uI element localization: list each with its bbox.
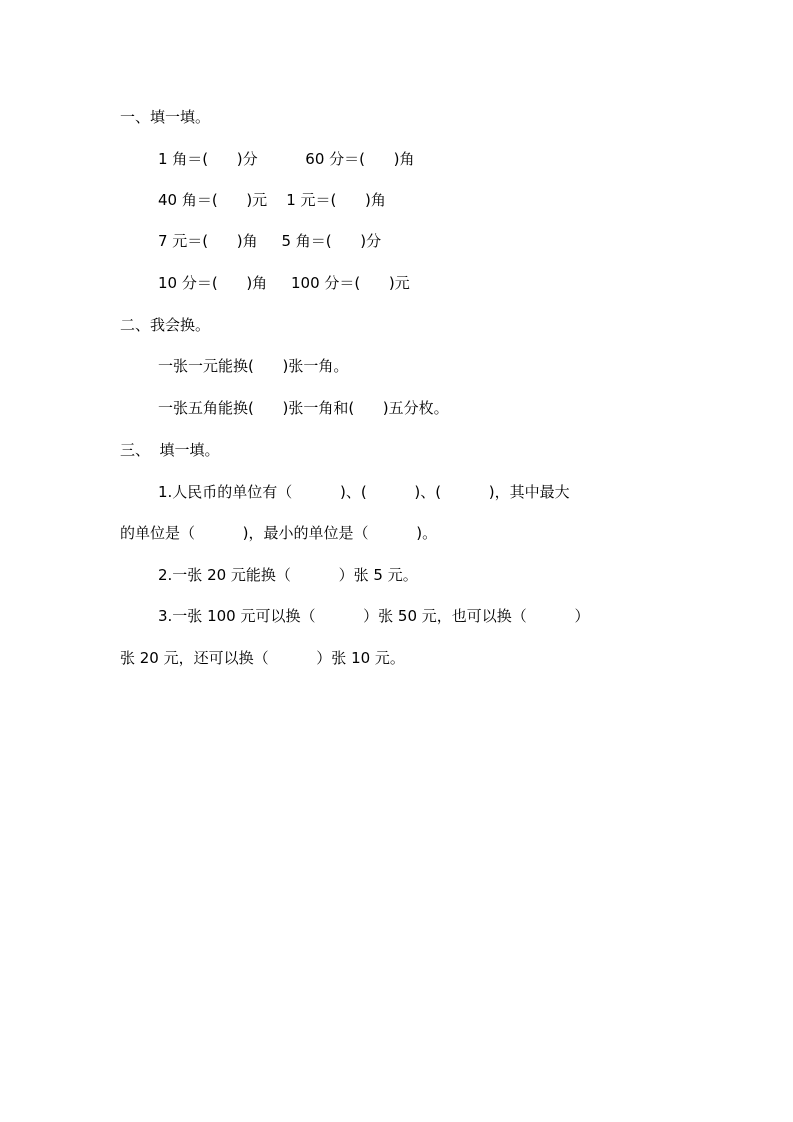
section2-line-1: 一张一元能换( )张一角。 [158,357,349,375]
section1-line-1: 1 角＝( )分 60 分＝( )角 [158,150,415,168]
section2-heading: 二、我会换。 [120,316,211,334]
section3-q1-line-1: 1.人民币的单位有（ )、( )、( )，其中最大 [158,483,570,501]
section1-heading: 一、填一填。 [120,108,211,126]
section3-q3-line-1: 3.一张 100 元可以换（ ）张 50 元，也可以换（ ） [158,607,590,625]
section3-heading: 三、 填一填。 [120,441,220,459]
section1-line-4: 10 分＝( )角 100 分＝( )元 [158,274,410,292]
section3-q1-line-2: 的单位是（ )，最小的单位是（ )。 [120,524,438,542]
section1-line-2: 40 角＝( )元 1 元＝( )角 [158,191,386,209]
section3-q2: 2.一张 20 元能换（ ）张 5 元。 [158,566,418,584]
section1-line-3: 7 元＝( )角 5 角＝( )分 [158,232,382,250]
section3-q3-line-2: 张 20 元，还可以换（ ）张 10 元。 [120,649,405,667]
section2-line-2: 一张五角能换( )张一角和( )五分枚。 [158,399,449,417]
